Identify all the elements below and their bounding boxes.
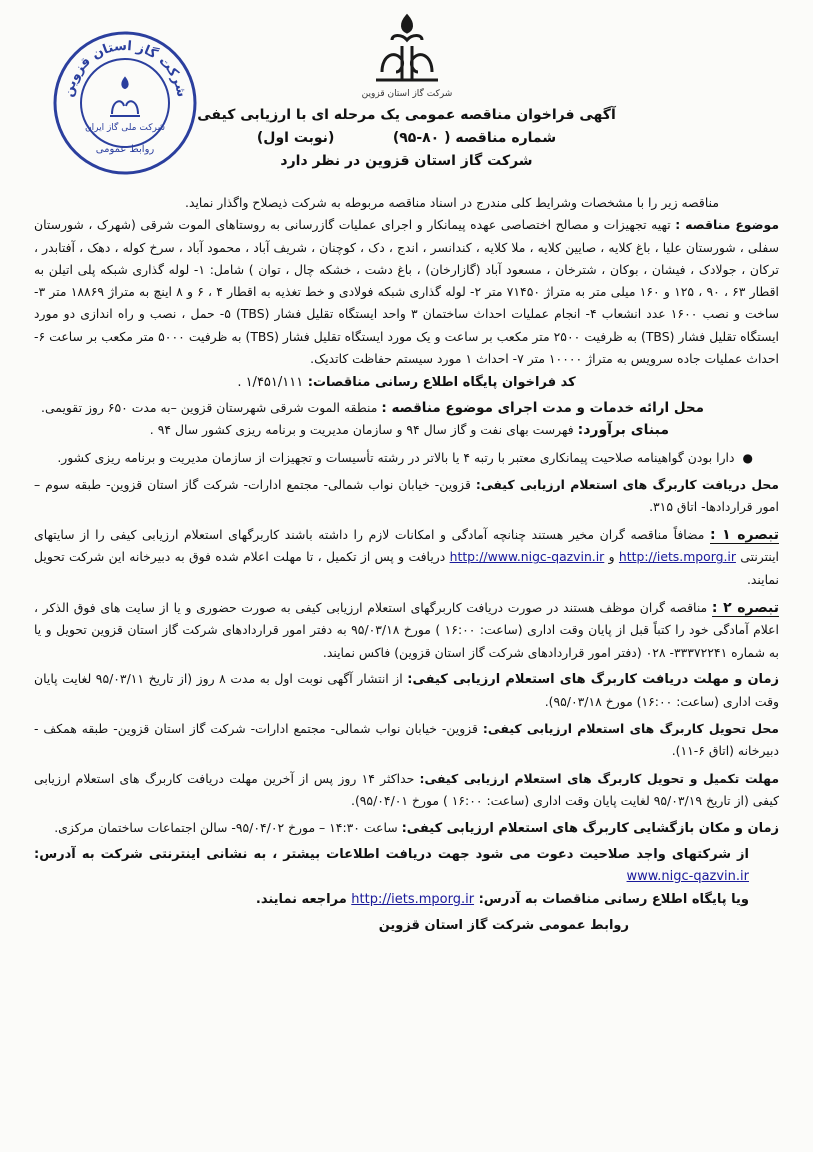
invite-line: [34, 844, 779, 889]
note1-and: و: [608, 549, 615, 565]
call-code-value: ۱/۴۵۱/۱۱۱ .: [237, 375, 304, 391]
delivery-place-label: محل تحویل کاربرگ های استعلام ارزیابی کیفی:: [482, 720, 779, 736]
company-site-link[interactable]: www.nigc-qazvin.ir: [626, 869, 749, 885]
note2-paragraph: [34, 597, 779, 664]
call-code-label: کد فراخوان پایگاه اطلاع رسانی مناقصات:: [307, 375, 576, 391]
receive-place-label: محل دریافت کاربرگ های استعلام ارزیابی کیفی:: [475, 476, 779, 492]
opening-paragraph: [34, 817, 779, 840]
requirement-item: [34, 447, 779, 469]
delivery-time-value: حداکثر ۱۴ روز پس از آخرین مهلت دریافت کاربرگ های استعلام ارزیابی کیفی (از تاریخ ۹۵/۰۳/۱۹ لغایت پایان وقت اداری (ساعت: ۱۶:۰۰ ) مورخ ۹۵/۰۴/۰۱).: [34, 771, 779, 809]
receive-time-value: از انتشار آگهی نوبت اول به مدت ۸ روز (از تاریخ ۹۵/۰۳/۱۱ لغایت پایان وقت اداری (ساعت: ۱۶:۰۰) مورخ ۹۵/۰۳/۱۸).: [34, 670, 779, 710]
note1-label: تبصره ۱ :: [710, 527, 779, 544]
delivery-place-paragraph: [34, 718, 779, 763]
delivery-time-label: مهلت تکمیل و تحویل کاربرگ های استعلام ارزیابی کیفی:: [419, 771, 779, 787]
seal-inner-text: شرکت ملی گاز ایران: [85, 123, 165, 133]
signature-line: روابط عمومی شرکت گاز استان قزوین: [378, 917, 629, 933]
subject-label: موضوع مناقصه :: [675, 217, 779, 233]
receive-time-paragraph: [34, 668, 779, 714]
logo-caption: شرکت گاز استان قزوین: [361, 89, 453, 99]
delivery-time-paragraph: [34, 768, 779, 813]
location-label: محل ارائه خدمات و مدت اجرای موضوع مناقصه :: [381, 399, 704, 416]
subject-paragraph: [34, 214, 779, 370]
seal-bottom-text: روابط عمومی: [95, 144, 155, 155]
delivery-place-value: قزوین- خیابان نواب شمالی- مجتمع ادارات- شرکت گاز استان قزوین- طبقه همکف - دبیرخانه (اتاق ۶-۱۱).: [34, 720, 779, 758]
opening-label: زمان و مکان بازگشایی کاربرگ های استعلام ارزیابی کیفی:: [401, 820, 779, 836]
announcement-header: [0, 104, 813, 173]
estimate-line: [34, 419, 779, 441]
location-value: منطقه الموت شرقی شهرستان قزوین –به مدت ۶۵۰ روز تقویمی.: [41, 399, 378, 415]
tender-number: شماره مناقصه ( ۸۰-۹۵) (نوبت اول): [256, 130, 557, 146]
estimate-label: مبنای برآورد:: [577, 421, 669, 438]
announcement-body: [34, 192, 779, 937]
subject-text: تهیه تجهیزات و مصالح اختصاصی عهده پیمانکار و اجرای عملیات گازرسانی به روستاهای الموت شرقی (شهرک ، شورستان سفلی ، شورستان علیا ، باغ کلایه ، صایین کلایه ، ملا کلایه ، کندانسر ، اندج ، دک ، کوچنان ، شریف آباد ، محمود آباد ، سرخ کوله ، دهک ، آفتابدر ، ترکان ، جولادک ، فیشان ، بوکان ، شترخان ، مسعود آباد (گازارخان) ، باغ دشت ، خشکه چال ، توان ) شامل: ۱- لوله گذاری شبکه پلی اتیلن به اقطار ۶۳ ، ۹۰ ، ۱۲۵ و ۱۶۰ میلی متر به متراژ ۷۱۴۵۰ متر ۲- لوله گذاری شبکه فولادی و خط تغذیه به اقطار ۴ ، ۶ و ۸ اینچ به متراژ ۱۸۸۶۹ متر ۳- ساخت و نصب ۱۶۰۰ عدد انشعاب ۴- انجام عملیات احداث ساختمان ۳ واحد ایستگاه تقلیل فشار (TBS) ۵- حمل ، نصب و راه اندازی دو مورد ایستگاه تقلیل فشار (TBS) به ظرفیت ۲۵۰۰ متر مکعب بر ساعت و یک مورد ایستگاه تقلیل فشار (TBS) به ظرفیت ۵۰۰۰ متر مکعب بر ساعت ۶- احداث عملیات جاده سرویس به متراژ ۱۰۰۰۰ متر ۷- احداث ۱ مورد سیستم حفاظت کاتدیک.: [34, 217, 780, 367]
receive-time-label: زمان و مهلت دریافت کاربرگ های استعلام ارزیابی کیفی:: [407, 671, 779, 687]
note2-text: مناقصه گران موظف هستند در صورت دریافت کاربرگهای استعلام ارزیابی کیفی به صورت حضوری و یا از سایت های فوق الذکر ، اعلام آمادگی خود را کتباً قبل از پایان وقت اداری (ساعت: ۱۶:۰۰ ) مورخ ۹۵/۰۳/۱۸ به دفتر امور قراردادهای شرکت گاز استان قزوین تحویل و یا به شماره ۳۳۳۷۲۲۴۱- ۰۲۸ (دفتر امور قراردادهای شرکت گاز استان قزوین) فاکس نمایند.: [34, 600, 779, 660]
seal-outer-text: شرکت گاز استان قزوین: [61, 38, 189, 99]
announcement-title: آگهی فراخوان مناقصه عمومی یک مرحله ای با ارزیابی کیفی: [197, 107, 616, 123]
requirement-text: دارا بودن گواهینامه صلاحیت پیمانکاری معتبر با رتبه ۴ یا بالاتر در رشته تأسیسات و تجهیزات از سازمان مدیریت و برنامه ریزی کشور.: [57, 450, 735, 466]
note1-text-b: دریافت و پس از تکمیل ، تا مهلت اعلام شده فوق به دبیرخانه این شرکت تحویل نمایند.: [34, 549, 779, 587]
call-code-line: [34, 372, 779, 394]
bullet-icon: ●: [742, 451, 753, 466]
company-logo: [352, 10, 462, 102]
portal-suffix: مراجعه نمایند.: [255, 891, 347, 907]
receive-place-paragraph: [34, 474, 779, 519]
portal-link[interactable]: http://iets.mporg.ir: [351, 891, 475, 907]
estimate-value: فهرست بهای نفت و گاز سال ۹۴ و سازمان مدیریت و برنامه ریزی کشور سال ۹۴ .: [149, 421, 574, 437]
receive-place-value: قزوین- خیابان نواب شمالی- مجتمع ادارات- شرکت گاز استان قزوین- طبقه سوم – امور قراردادها- اتاق ۳۱۵.: [34, 476, 779, 514]
gas-flame-logo-icon: [352, 10, 462, 102]
note2-label: تبصره ۲ :: [711, 600, 779, 617]
invite-text: از شرکتهای واجد صلاحیت دعوت می شود جهت دریافت اطلاعات بیشتر ، به نشانی اینترنتی شرکت به آدرس:: [34, 847, 749, 863]
portal-line: [34, 889, 779, 911]
location-line: [34, 397, 779, 419]
intro-text: مناقصه زیر را با مشخصات وشرایط کلی مندرج در اسناد مناقصه مربوطه به شرکت ذیصلاح واگذار نماید.: [185, 195, 719, 210]
note1-text-a: مضافاً مناقصه گران مخیر هستند چنانچه آمادگی و امکانات لازم را داشته باشند کاربرگهای استعلام ارزیابی کیفی را از سایتهای اینترنتی: [34, 527, 779, 565]
nigc-link[interactable]: http://www.nigc-qazvin.ir: [449, 549, 605, 565]
portal-text: ویا پایگاه اطلاع رسانی مناقصات به آدرس:: [478, 891, 749, 907]
iets-link[interactable]: http://iets.mporg.ir: [618, 549, 736, 565]
company-line: شرکت گاز استان قزوین در نظر دارد: [280, 153, 533, 169]
note1-paragraph: [34, 524, 779, 591]
opening-value: ساعت ۱۴:۳۰ – مورخ ۹۵/۰۴/۰۲- سالن اجتماعات ساختمان مرکزی.: [54, 819, 398, 835]
